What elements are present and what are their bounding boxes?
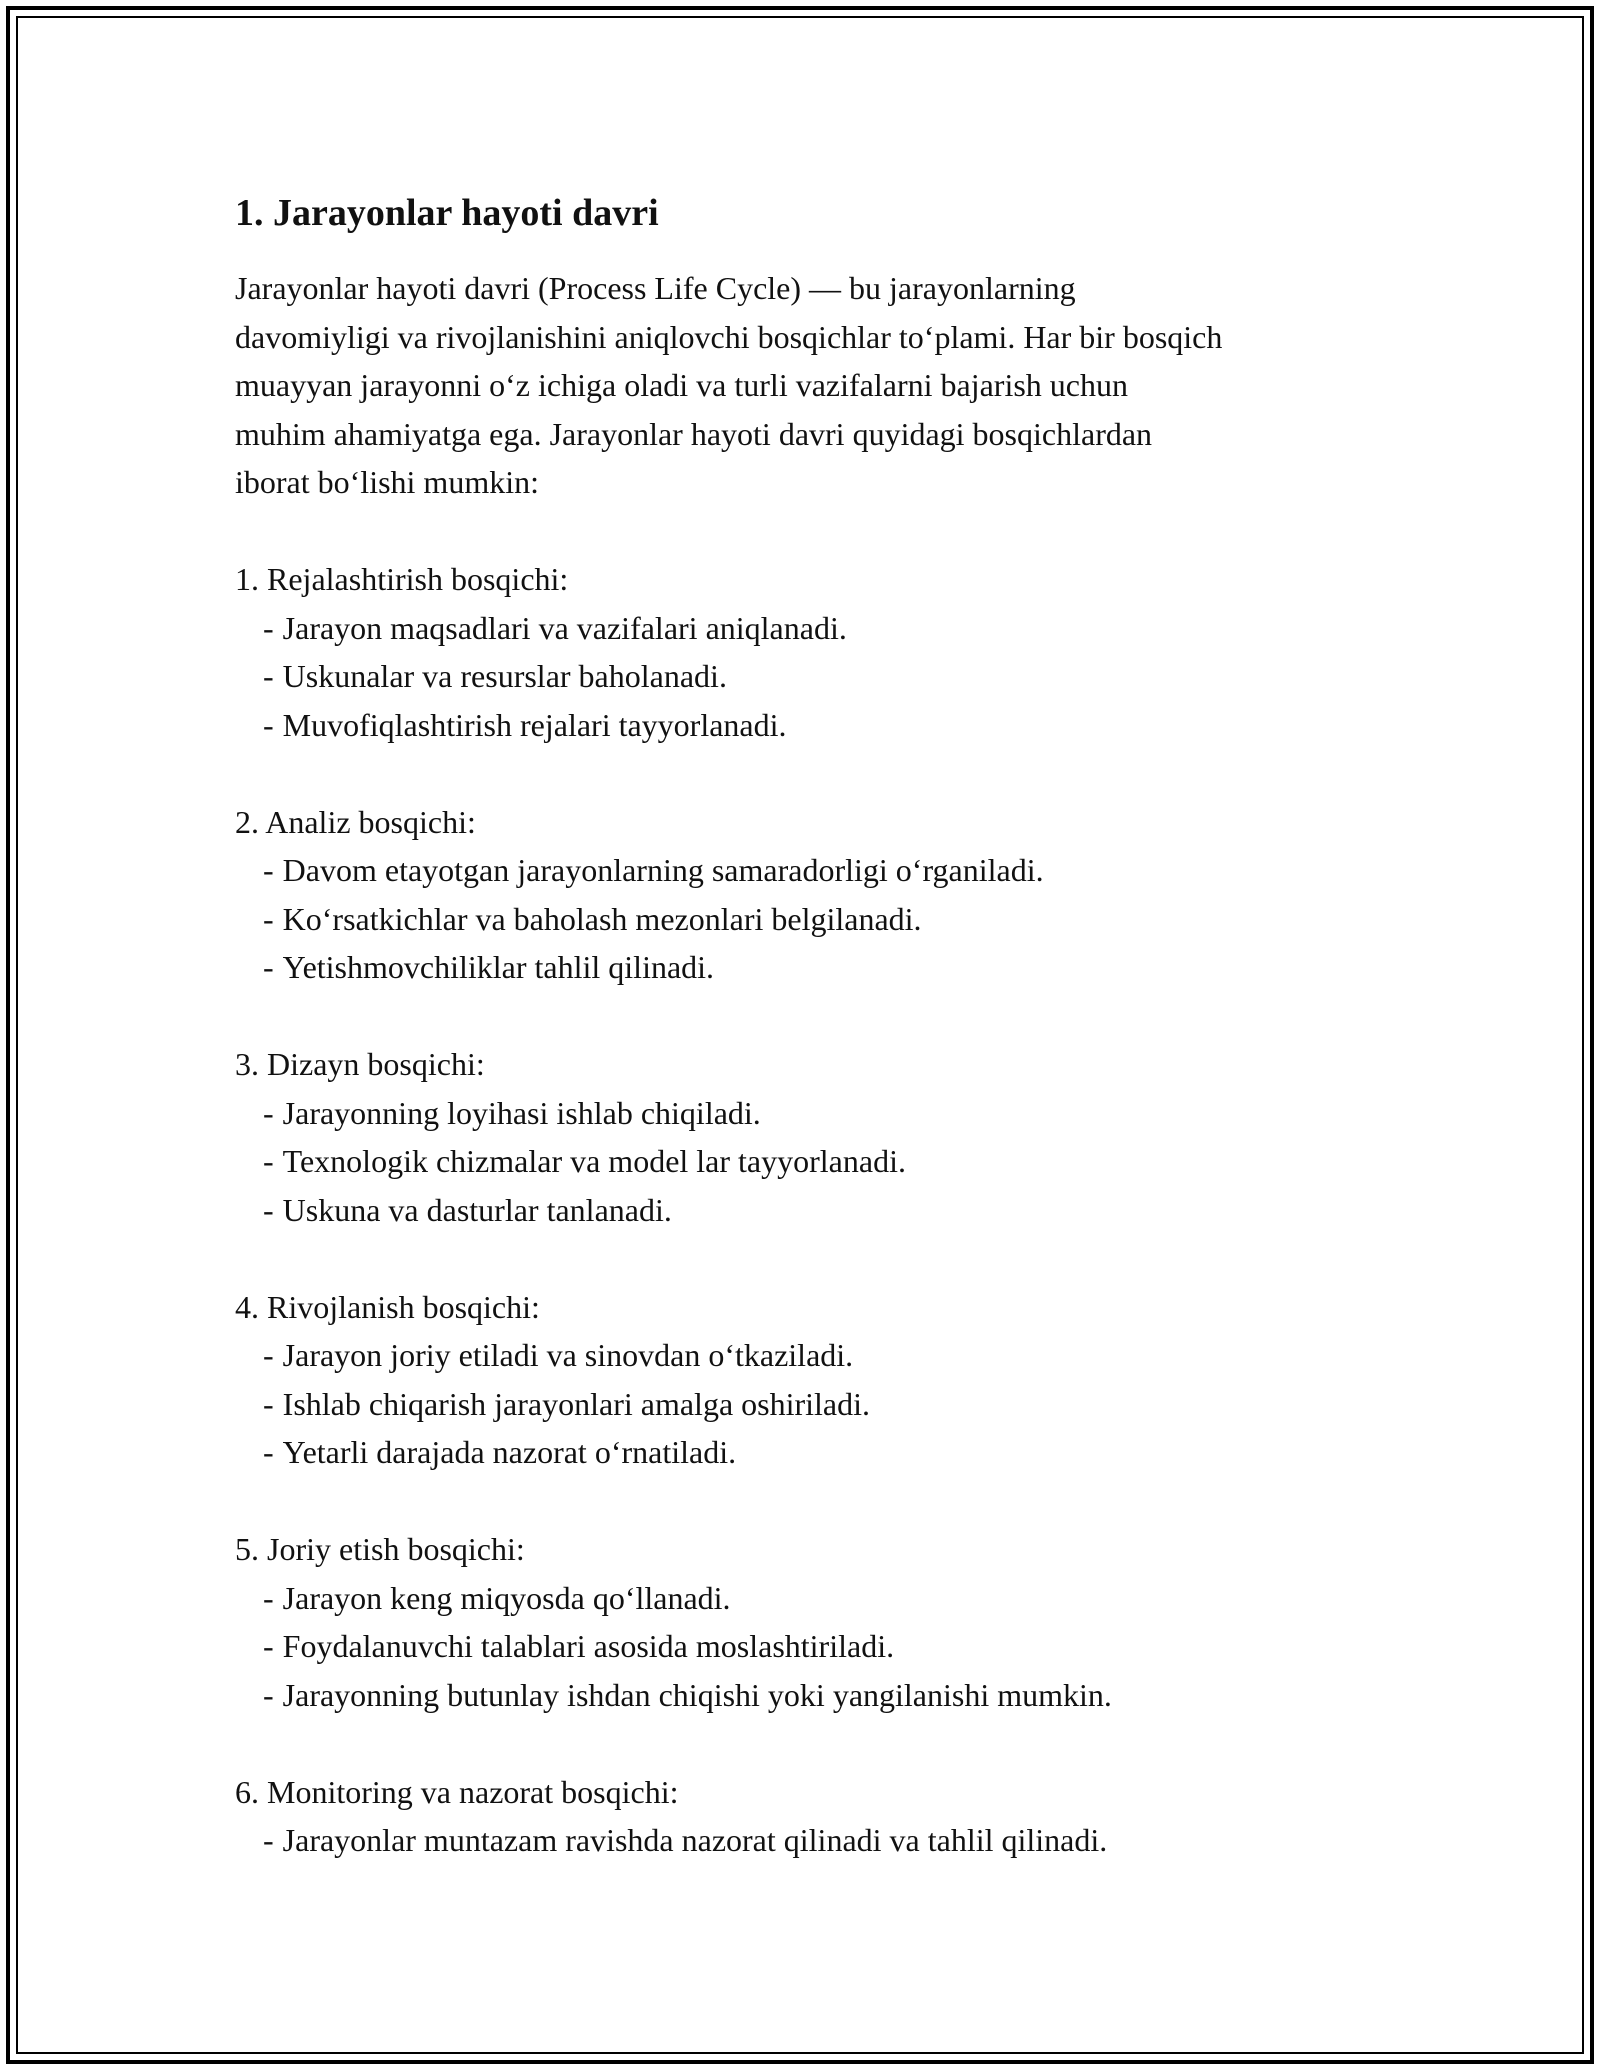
intro-line: davomiyligi va rivojlanishini aniqlovchi bosqichlar to‘plami. Har bir bosqich xyxy=(235,318,1223,355)
stage-item-list xyxy=(235,1331,1395,1477)
bullet-dash: - xyxy=(263,1094,274,1131)
stage-section xyxy=(235,1283,1395,1477)
stage-item-list xyxy=(235,846,1395,992)
stage-list xyxy=(235,555,1395,1865)
stage-item-text: Jarayon keng miqyosda qo‘llanadi. xyxy=(282,1579,731,1616)
stage-item-text: Jarayonning loyihasi ishlab chiqiladi. xyxy=(282,1094,761,1131)
stage-item-text: Jarayon joriy etiladi va sinovdan o‘tkaziladi. xyxy=(282,1337,854,1373)
stage-item-list xyxy=(235,1574,1395,1720)
stage-item xyxy=(235,1428,1395,1477)
stage-section xyxy=(235,798,1395,992)
bullet-dash: - xyxy=(263,658,274,694)
stage-item xyxy=(235,652,1395,701)
stage-section xyxy=(235,1768,1395,1865)
stage-item-text: Foydalanuvchi talablari asosida moslashtiriladi. xyxy=(282,1628,895,1664)
stage-heading: 3. Dizayn bosqichi: xyxy=(235,1046,485,1082)
stage-item xyxy=(235,1816,1395,1865)
stage-item xyxy=(235,604,1395,653)
stage-item xyxy=(235,895,1395,944)
stage-heading: 1. Rejalashtirish bosqichi: xyxy=(235,561,569,597)
stage-item-list xyxy=(235,1089,1395,1235)
stage-item-text: Ko‘rsatkichlar va baholash mezonlari belgilanadi. xyxy=(282,900,922,937)
stage-heading: 6. Monitoring va nazorat bosqichi: xyxy=(235,1773,679,1810)
bullet-dash: - xyxy=(263,900,274,937)
stage-item xyxy=(235,701,1395,750)
bullet-dash: - xyxy=(263,1143,274,1179)
stage-section xyxy=(235,555,1395,749)
stage-item-text: Muvofiqlashtirish rejalari tayyorlanadi. xyxy=(282,706,787,743)
stage-item-text: Uskunalar va resurslar baholanadi. xyxy=(282,658,727,694)
stage-item xyxy=(235,1622,1395,1671)
stage-item-text: Davom etayotgan jarayonlarning samaradorligi o‘rganiladi. xyxy=(282,852,1044,888)
stage-item-text: Texnologik chizmalar va model lar tayyorlanadi. xyxy=(282,1143,906,1179)
stage-item-text: Ishlab chiqarish jarayonlari amalga oshiriladi. xyxy=(282,1385,871,1422)
stage-item-text: Jarayon maqsadlari va vazifalari aniqlanadi. xyxy=(282,609,847,646)
bullet-dash: - xyxy=(263,1337,274,1373)
intro-line: muhim ahamiyatga ega. Jarayonlar hayoti davri quyidagi bosqichlardan xyxy=(235,415,1153,452)
stage-item xyxy=(235,1574,1395,1623)
stage-item-text: Jarayonlar muntazam ravishda nazorat qilinadi va tahlil qilinadi. xyxy=(282,1822,1108,1858)
stage-section xyxy=(235,1040,1395,1234)
stage-item-text: Uskuna va dasturlar tanlanadi. xyxy=(282,1191,672,1228)
stage-item xyxy=(235,1137,1395,1186)
bullet-dash: - xyxy=(263,706,274,743)
stage-item xyxy=(235,846,1395,895)
bullet-dash: - xyxy=(263,949,274,985)
stage-heading: 4. Rivojlanish bosqichi: xyxy=(235,1288,540,1325)
bullet-dash: - xyxy=(263,1434,274,1470)
intro-line: iborat bo‘lishi mumkin: xyxy=(235,464,539,500)
stage-item-text: Yetishmovchiliklar tahlil qilinadi. xyxy=(282,949,715,985)
bullet-dash: - xyxy=(263,609,274,646)
stage-item xyxy=(235,1186,1395,1235)
bullet-dash: - xyxy=(263,1628,274,1664)
stage-item xyxy=(235,1331,1395,1380)
intro-line: Jarayonlar hayoti davri (Process Life Cycle) — bu jarayonlarning xyxy=(235,270,1076,306)
intro-paragraph xyxy=(235,264,1395,507)
stage-item xyxy=(235,943,1395,992)
bullet-dash: - xyxy=(263,1676,274,1713)
stage-item-list xyxy=(235,604,1395,750)
bullet-dash: - xyxy=(263,852,274,888)
stage-item xyxy=(235,1089,1395,1138)
stage-heading: 5. Joriy etish bosqichi: xyxy=(235,1531,525,1567)
document-body xyxy=(235,188,1395,1913)
stage-item xyxy=(235,1671,1395,1720)
stage-item-text: Jarayonning butunlay ishdan chiqishi yoki yangilanishi mumkin. xyxy=(282,1676,1112,1713)
stage-item xyxy=(235,1380,1395,1429)
bullet-dash: - xyxy=(263,1822,274,1858)
bullet-dash: - xyxy=(263,1191,274,1228)
stage-section xyxy=(235,1525,1395,1719)
stage-heading: 2. Analiz bosqichi: xyxy=(235,803,476,840)
stage-item-text: Yetarli darajada nazorat o‘rnatiladi. xyxy=(282,1434,737,1470)
stage-item-list xyxy=(235,1816,1395,1865)
intro-line: muayyan jarayonni o‘z ichiga oladi va turli vazifalarni bajarish uchun xyxy=(235,367,1128,403)
bullet-dash: - xyxy=(263,1385,274,1422)
bullet-dash: - xyxy=(263,1579,274,1616)
page-title: 1. Jarayonlar hayoti davri xyxy=(235,192,659,234)
